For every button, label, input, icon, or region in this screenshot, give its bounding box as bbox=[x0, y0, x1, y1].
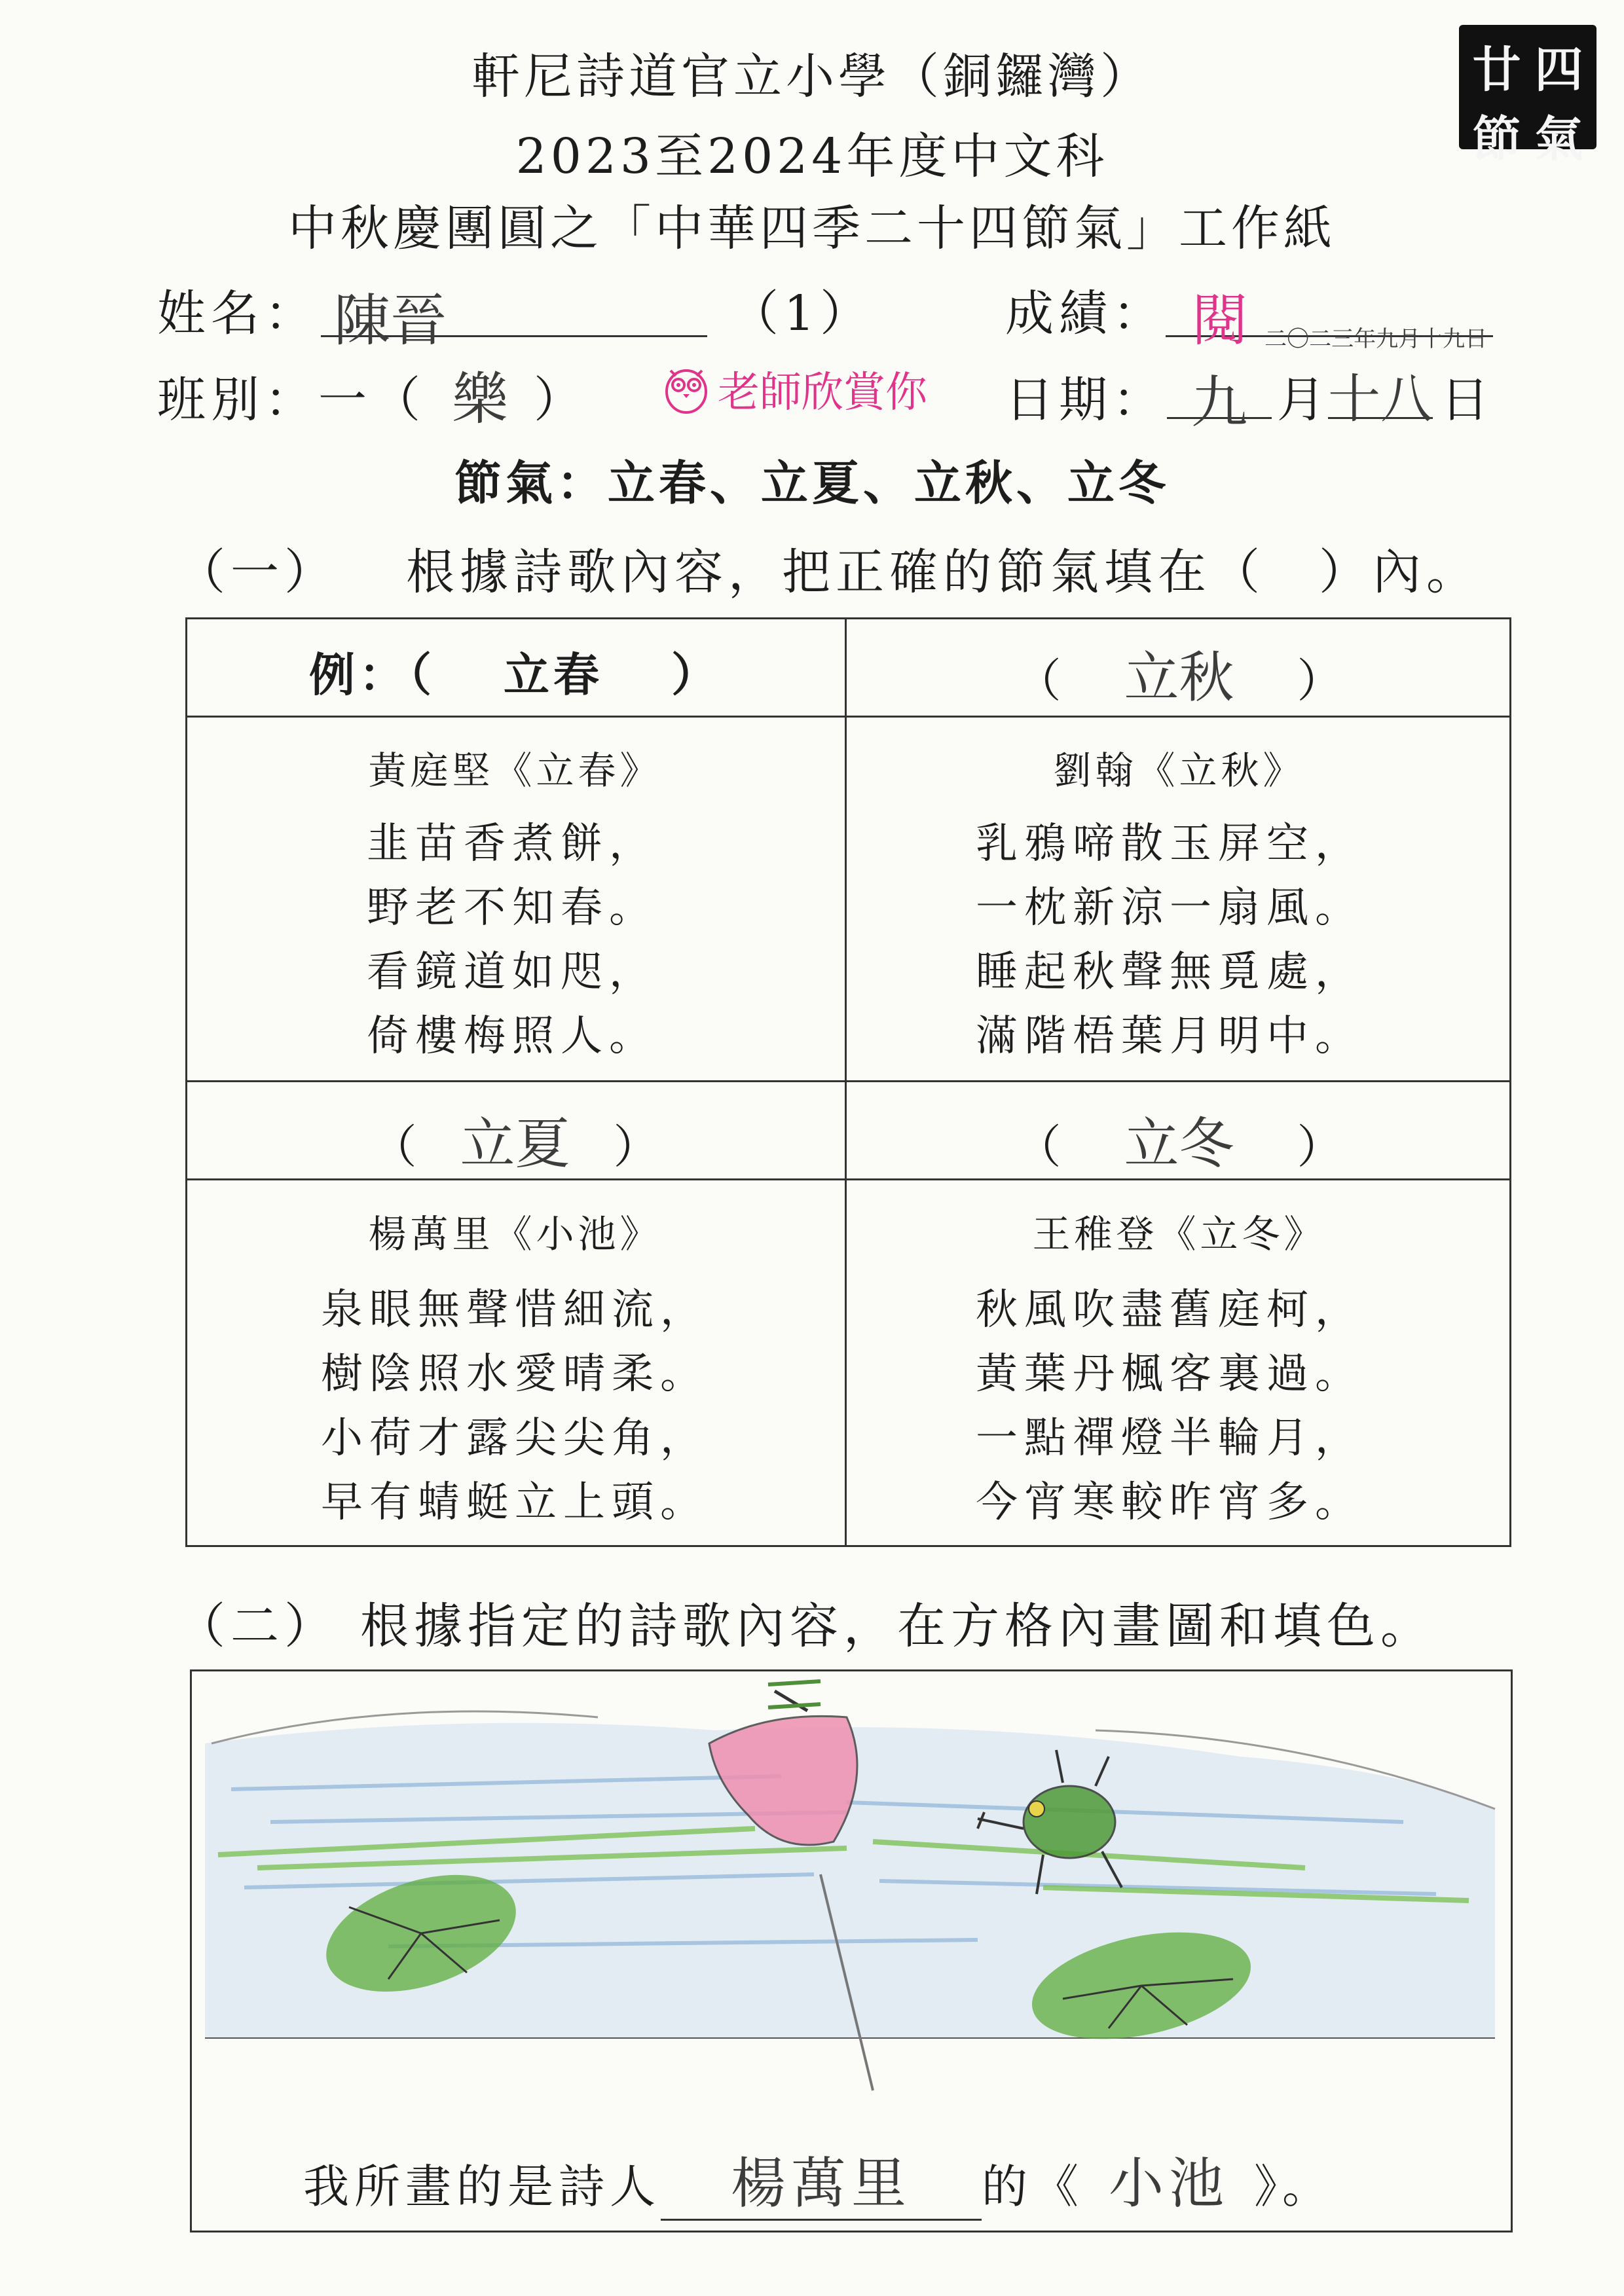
answer-suffix: ） bbox=[671, 647, 721, 702]
poem-line: 睡起秋聲無覓處， bbox=[976, 948, 1363, 996]
caption-suffix: 》。 bbox=[1254, 2160, 1333, 2214]
class-value[interactable]: 樂 bbox=[452, 367, 508, 432]
date-label: 日期： bbox=[1005, 372, 1166, 428]
grade-date: 二〇二三年九月十九日 bbox=[1264, 326, 1488, 352]
class-number: （1） bbox=[730, 285, 874, 342]
section1-number: （一） bbox=[177, 544, 338, 600]
school-name: 軒尼詩道官立小學（銅鑼灣） bbox=[471, 48, 1153, 105]
poem-line: 看鏡道如咫， bbox=[367, 948, 657, 996]
date-month: 九 bbox=[1191, 370, 1247, 435]
answer-suffix: ） bbox=[1297, 1120, 1343, 1174]
poem-author-title: 王稚登《立冬》 bbox=[1032, 1212, 1326, 1256]
caption-poet[interactable]: 楊萬里 bbox=[661, 2140, 982, 2221]
praise-stamp bbox=[661, 359, 927, 419]
seal-char: 節 bbox=[1472, 111, 1521, 168]
grade-field[interactable] bbox=[1166, 275, 1493, 354]
poem-line: 黃葉丹楓客裏過。 bbox=[976, 1350, 1363, 1398]
answer-cell-3[interactable] bbox=[185, 1100, 845, 1179]
grade-stamp: 閱 bbox=[1192, 288, 1248, 354]
caption-mid: 的《 bbox=[982, 2160, 1084, 2214]
drawing-caption bbox=[303, 2140, 1333, 2221]
poem-line: 一枕新涼一扇風。 bbox=[976, 884, 1363, 932]
poem-author-title: 黃庭堅《立春》 bbox=[368, 748, 662, 793]
seal-char: 氣 bbox=[1534, 111, 1583, 168]
answer-suffix: ） bbox=[613, 1120, 659, 1174]
poem-line: 一點禪燈半輪月， bbox=[976, 1414, 1363, 1463]
poem-line: 泉眼無聲惜細流， bbox=[321, 1286, 709, 1334]
poem-author-title: 楊萬里《小池》 bbox=[368, 1212, 662, 1256]
seal-stamp bbox=[1459, 25, 1596, 168]
date-day-field[interactable] bbox=[1328, 357, 1433, 429]
poem-line: 倚樓梅照人。 bbox=[367, 1012, 657, 1061]
name-label: 姓名： bbox=[157, 285, 318, 342]
poem-line: 小荷才露尖尖角， bbox=[321, 1414, 709, 1463]
praise-text: 老師欣賞你 bbox=[718, 369, 927, 417]
answer-value: 立秋 bbox=[1124, 646, 1234, 710]
poem-lines bbox=[976, 812, 1363, 1068]
school-year-subject: 2023至2024年度中文科 bbox=[515, 128, 1109, 185]
caption-poem[interactable]: 小池 bbox=[1108, 2151, 1229, 2215]
date-day-unit: 日 bbox=[1441, 372, 1494, 428]
poem-line: 樹陰照水愛晴柔。 bbox=[321, 1350, 709, 1398]
grade-label: 成績： bbox=[1005, 285, 1166, 342]
seal-char: 廿 bbox=[1472, 42, 1521, 98]
table-divider bbox=[185, 1080, 1511, 1082]
section1-instruction: 根據詩歌內容，把正確的節氣填在（ ）內。 bbox=[406, 544, 1480, 600]
name-field[interactable] bbox=[321, 275, 707, 354]
section2-instruction: 根據指定的詩歌內容，在方格內畫圖和填色。 bbox=[360, 1598, 1434, 1654]
answer-suffix: ） bbox=[1297, 654, 1343, 708]
poem-lines bbox=[367, 812, 657, 1068]
answer-value: 立春 bbox=[504, 647, 603, 702]
poem-lines bbox=[976, 1278, 1363, 1535]
poem-line: 野老不知春。 bbox=[367, 884, 657, 932]
date-day: 十八 bbox=[1328, 369, 1433, 429]
poem-line: 韭苗香煮餅， bbox=[367, 820, 657, 868]
answer-prefix: （ bbox=[1015, 654, 1061, 708]
table-divider bbox=[185, 716, 1511, 718]
poem-line: 乳鴉啼散玉屏空， bbox=[976, 820, 1363, 868]
poem-author-title: 劉翰《立秋》 bbox=[1053, 748, 1305, 793]
answer-cell-2[interactable] bbox=[847, 634, 1511, 713]
date-month-field[interactable] bbox=[1167, 357, 1272, 435]
answer-cell-example bbox=[185, 638, 845, 704]
drawing-box[interactable] bbox=[190, 1669, 1513, 2232]
poem-line: 早有蜻蜓立上頭。 bbox=[321, 1478, 709, 1527]
poem-line: 今宵寒較昨宵多。 bbox=[976, 1478, 1363, 1527]
owl-icon bbox=[661, 363, 711, 415]
answer-value: 立夏 bbox=[460, 1112, 570, 1176]
answer-cell-4[interactable] bbox=[847, 1100, 1511, 1179]
answer-prefix: （ bbox=[371, 1120, 417, 1174]
poem-lines bbox=[321, 1278, 709, 1535]
poem-line: 滿階梧葉月明中。 bbox=[976, 1012, 1363, 1061]
class-close: ） bbox=[534, 372, 587, 428]
class-label: 班別：一（ bbox=[157, 372, 426, 428]
name-value: 陳晉 bbox=[334, 288, 447, 354]
answer-prefix: 例：（ bbox=[309, 647, 435, 702]
poem-line: 秋風吹盡舊庭柯， bbox=[976, 1286, 1363, 1334]
answer-prefix: （ bbox=[1015, 1120, 1061, 1174]
answer-value: 立冬 bbox=[1124, 1112, 1234, 1176]
caption-prefix: 我所畫的是詩人 bbox=[303, 2160, 661, 2214]
topic-heading: 節氣：立春、立夏、立秋、立冬 bbox=[454, 455, 1170, 511]
worksheet-title: 中秋慶團圓之「中華四季二十四節氣」工作紙 bbox=[288, 200, 1336, 257]
seal-char: 四 bbox=[1534, 42, 1583, 98]
dragonfly bbox=[768, 1681, 821, 1711]
section2-number: （二） bbox=[177, 1598, 338, 1654]
date-month-unit: 月 bbox=[1277, 372, 1331, 428]
